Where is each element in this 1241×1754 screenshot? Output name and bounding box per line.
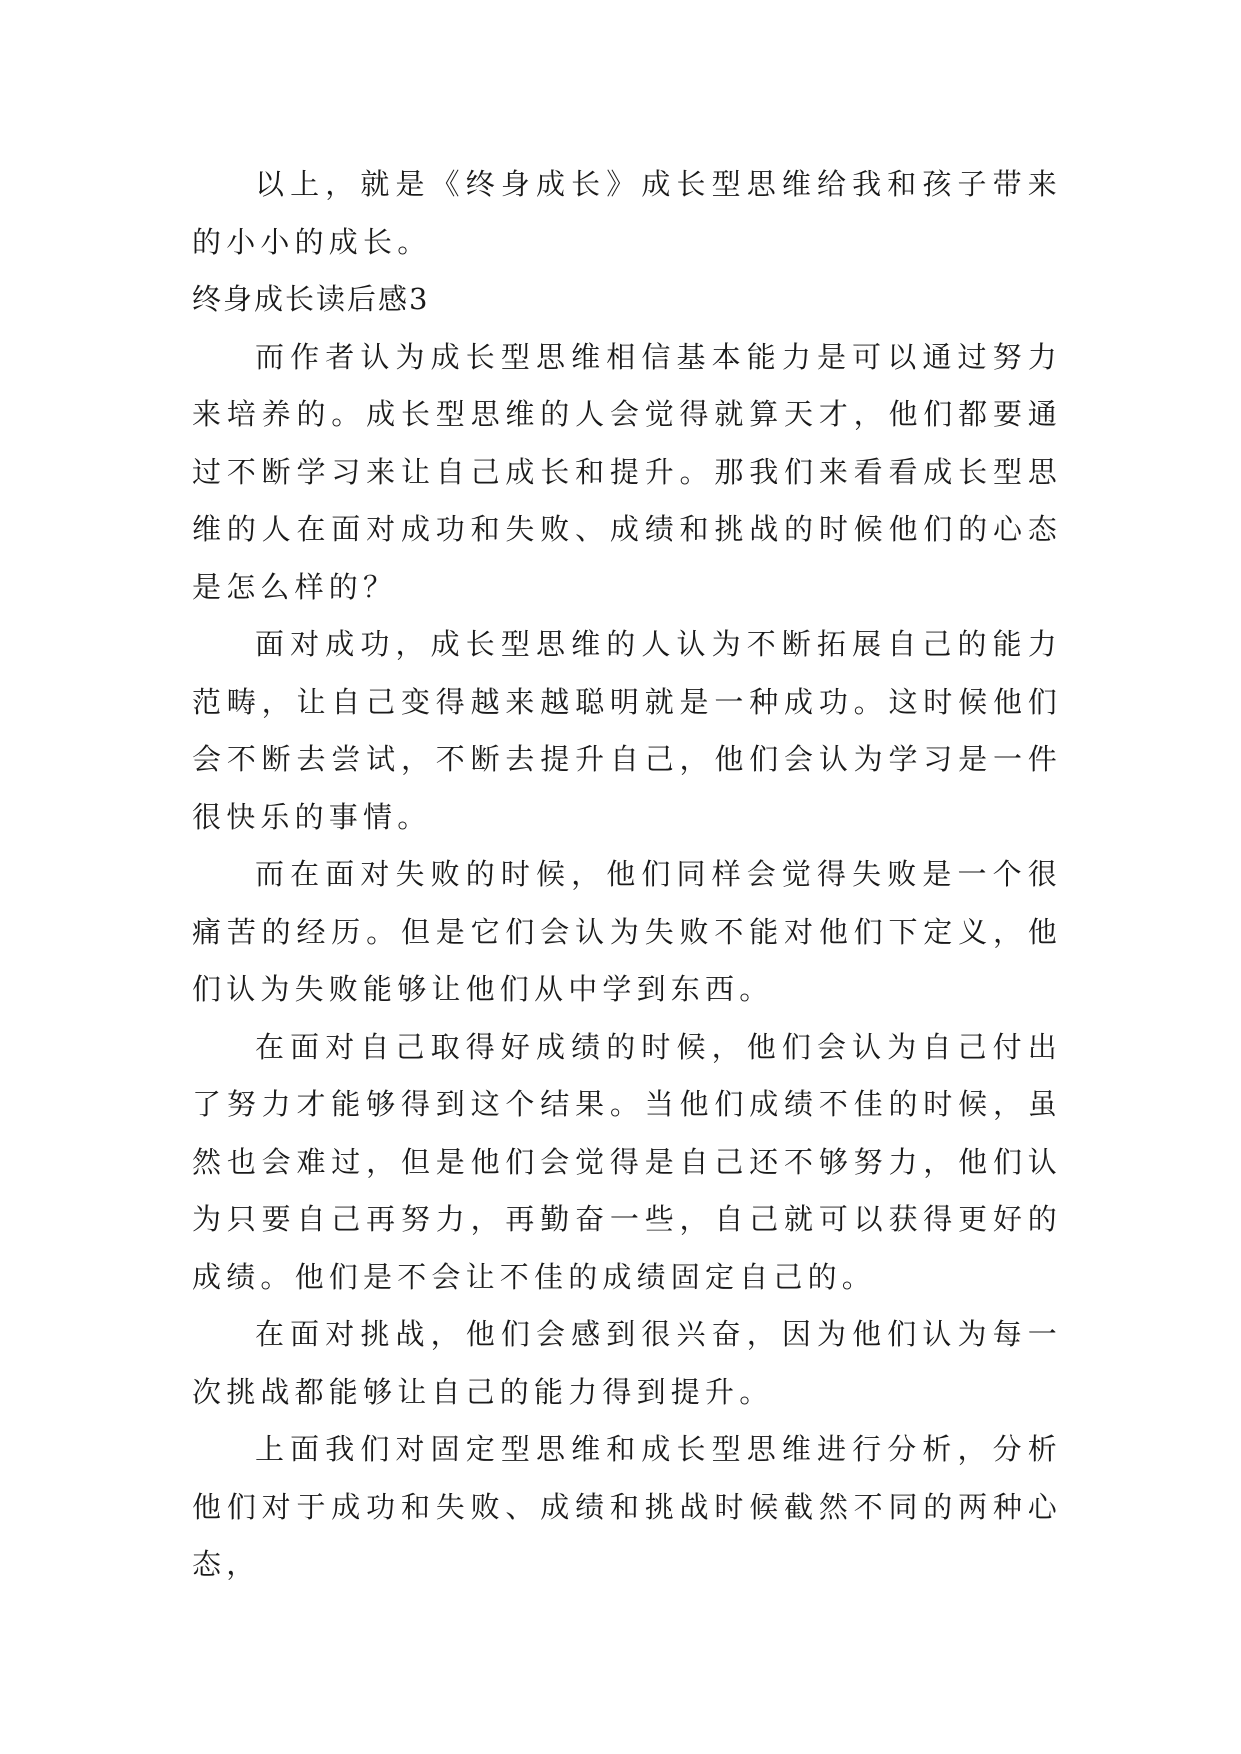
paragraph: 在面对自己取得好成绩的时候，他们会认为自己付出了努力才能够得到这个结果。当他们成绩不佳的时候，虽然也会难过，但是他们会觉得是自己还不够努力，他们认为只要自己再努力，再勤奋一些，自己就可以获得更好的成绩。他们是不会让不佳的成绩固定自己的。 bbox=[192, 1029, 1062, 1294]
paragraph: 而在面对失败的时候，他们同样会觉得失败是一个很痛苦的经历。但是它们会认为失败不能对他们下定义，他们认为失败能够让他们从中学到东西。 bbox=[192, 857, 1062, 1006]
document-body bbox=[192, 156, 1062, 1594]
section-heading: 终身成长读后感3 bbox=[192, 282, 430, 316]
paragraph: 上面我们对固定型思维和成长型思维进行分析，分析他们对于成功和失败、成绩和挑战时候截然不同的两种心态， bbox=[192, 1432, 1062, 1581]
paragraph: 面对成功，成长型思维的人认为不断拓展自己的能力范畴，让自己变得越来越聪明就是一种成功。这时候他们会不断去尝试，不断去提升自己，他们会认为学习是一件很快乐的事情。 bbox=[192, 627, 1062, 834]
paragraph: 在面对挑战，他们会感到很兴奋，因为他们认为每一次挑战都能够让自己的能力得到提升。 bbox=[192, 1317, 1062, 1409]
paragraph: 以上，就是《终身成长》成长型思维给我和孩子带来的小小的成长。 bbox=[192, 167, 1062, 259]
paragraph: 而作者认为成长型思维相信基本能力是可以通过努力来培养的。成长型思维的人会觉得就算天才，他们都要通过不断学习来让自己成长和提升。那我们来看看成长型思维的人在面对成功和失败、成绩和挑战的时候他们的心态是怎么样的？ bbox=[192, 339, 1062, 604]
